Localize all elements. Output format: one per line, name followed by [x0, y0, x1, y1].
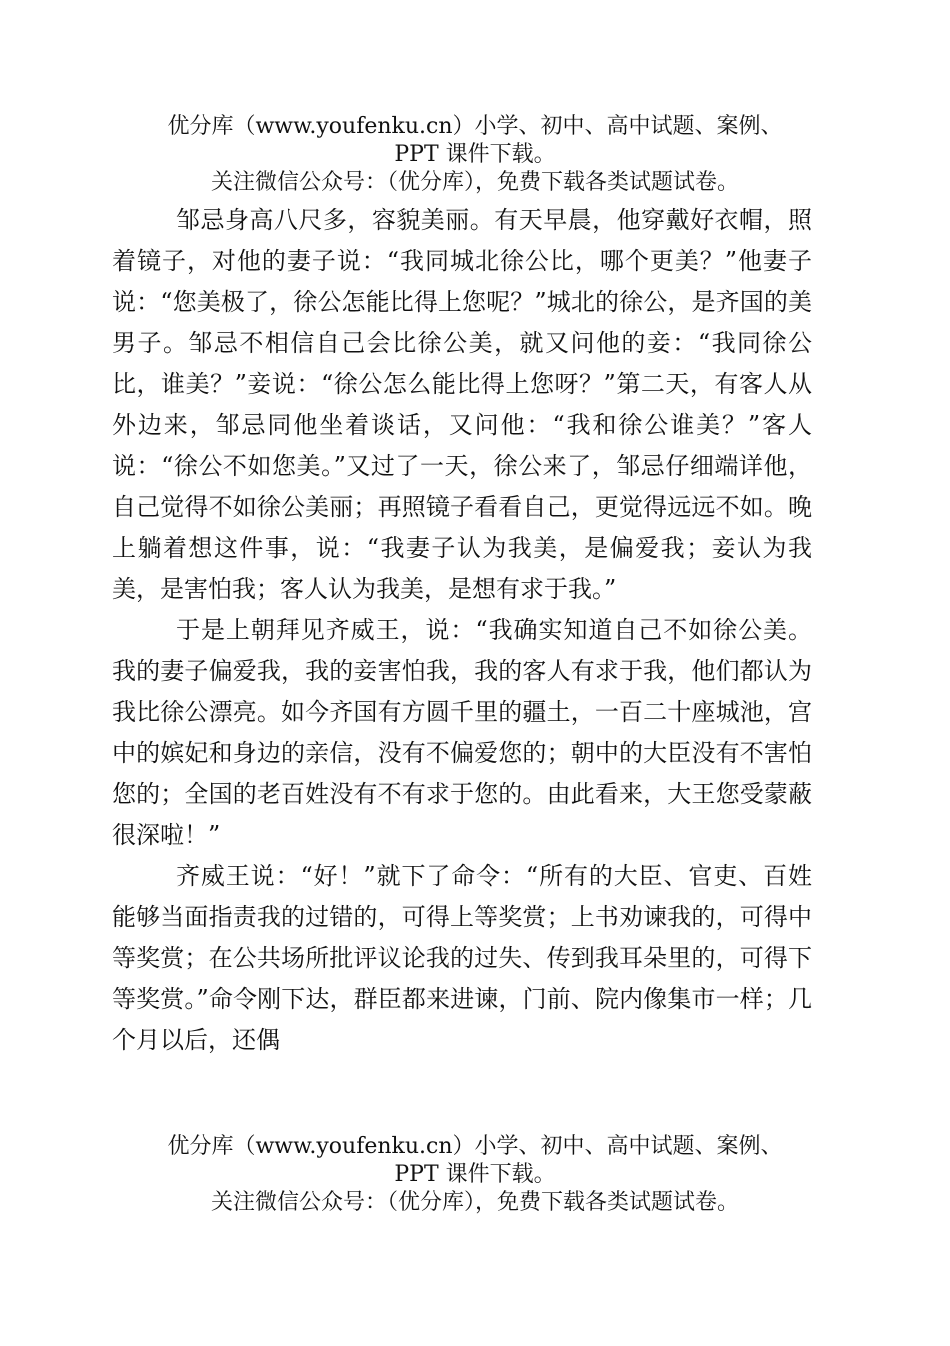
footer-line-2: PPT 课件下载。 [394, 1162, 556, 1187]
paragraph-2: 于是上朝拜见齐威王，说：“我确实知道自己不如徐公美。我的妻子偏爱我，我的妾害怕我，我的客人有求于我，他们都认为我比徐公漂亮。如今齐国有方圆千里的疆土，一百二十座城池，宫中的嫔妃和身边的亲信，没有不偏爱您的；朝中的大臣没有不害怕您的；全国的老百姓没有不有求于您的。由此看来，大王您受蒙蔽很深啦！” [112, 616, 812, 849]
paragraph-3: 齐威王说：“好！”就下了命令：“所有的大臣、官吏、百姓能够当面指责我的过错的，可得上等奖赏；上书劝谏我的，可得中等奖赏；在公共场所批评议论我的过失、传到我耳朵里的，可得下等奖赏。”命令刚下达，群臣都来进谏，门前、院内像集市一样；几个月以后，还偶 [112, 862, 812, 1054]
page-footer [100, 1133, 850, 1217]
header-line-2: PPT 课件下载。 [394, 142, 556, 167]
page-header [100, 113, 850, 197]
footer-line-3: 关注微信公众号：（优分库），免费下载各类试题试卷。 [210, 1190, 739, 1215]
header-line-1: 优分库（www.youfenku.cn）小学、初中、高中试题、案例、 [167, 114, 783, 139]
paragraph-1: 邹忌身高八尺多，容貌美丽。有天早晨，他穿戴好衣帽，照着镜子，对他的妻子说：“我同城北徐公比，哪个更美？”他妻子说：“您美极了，徐公怎能比得上您呢？”城北的徐公，是齐国的美男子。邹忌不相信自己会比徐公美，就又问他的妾：“我同徐公比，谁美？”妾说：“徐公怎么能比得上您呀？”第二天，有客人从外边来，邹忌同他坐着谈话，又问他：“我和徐公谁美？”客人说：“徐公不如您美。”又过了一天，徐公来了，邹忌仔细端详他，自己觉得不如徐公美丽；再照镜子看看自己，更觉得远远不如。晚上躺着想这件事，说：“我妻子认为我美，是偏爱我；妾认为我美，是害怕我；客人认为我美，是想有求于我。” [112, 206, 812, 603]
document-body [112, 200, 812, 1061]
header-line-3: 关注微信公众号：（优分库），免费下载各类试题试卷。 [210, 170, 739, 195]
footer-line-1: 优分库（www.youfenku.cn）小学、初中、高中试题、案例、 [167, 1134, 783, 1159]
